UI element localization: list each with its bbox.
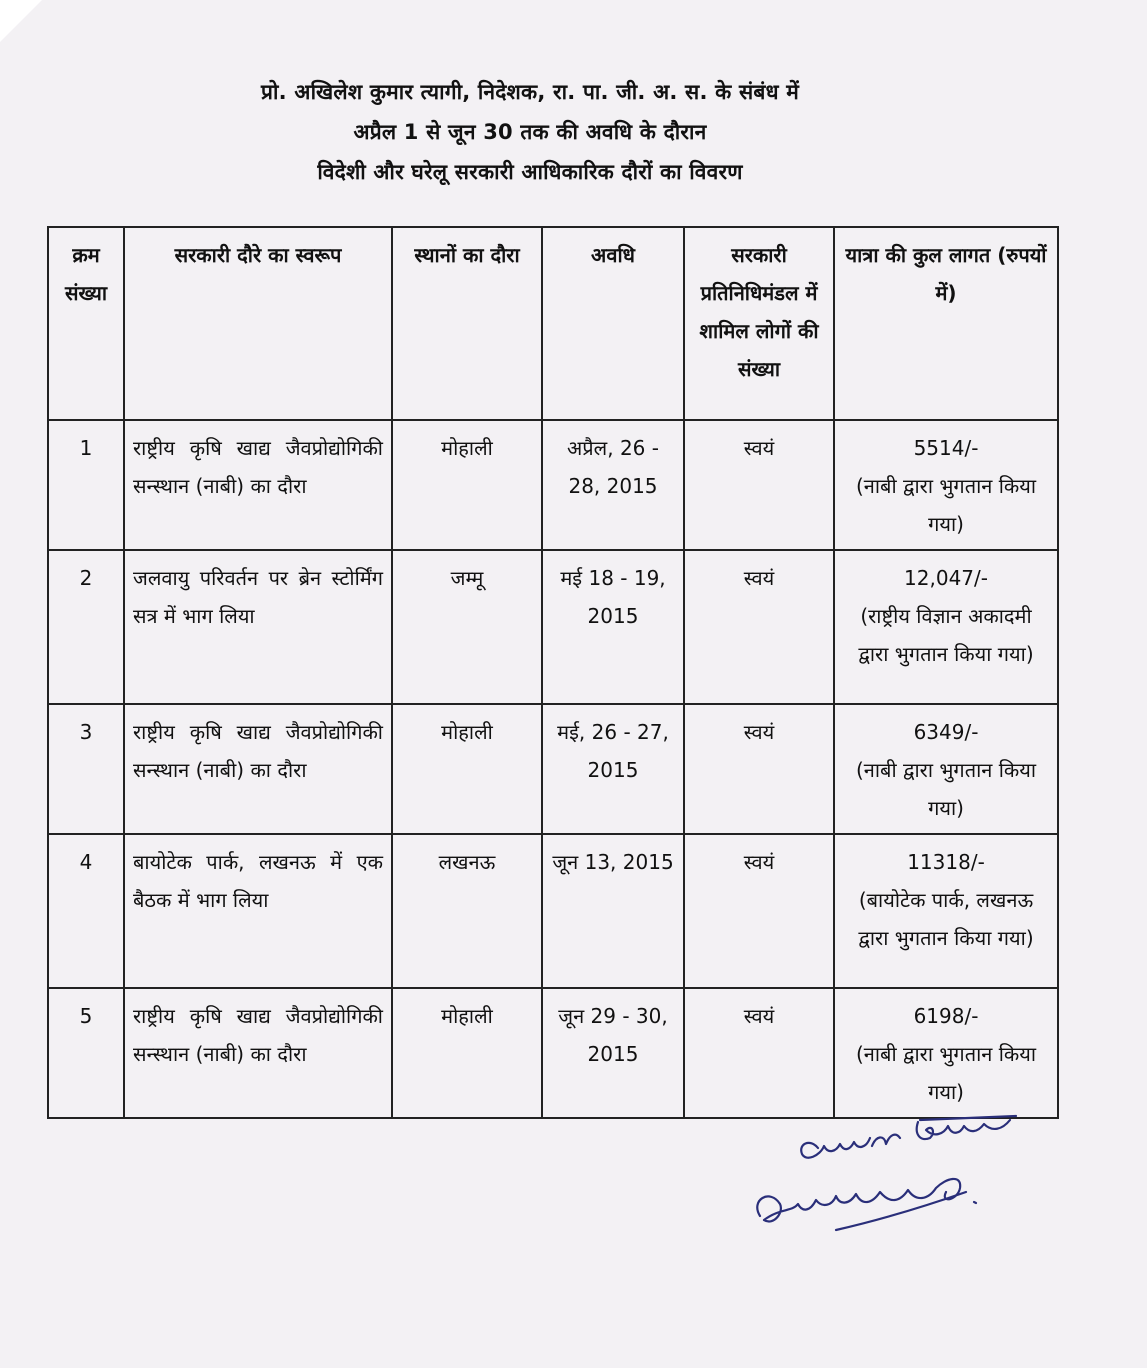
- header-period: अवधि: [542, 227, 684, 420]
- header-nature: सरकारी दौरे का स्वरूप: [124, 227, 392, 420]
- cell-nature: राष्ट्रीय कृषि खाद्य जैवप्रोद्योगिकी सन्स्थान (नाबी) का दौरा: [124, 704, 392, 834]
- title-line-3: विदेशी और घरेलू सरकारी आधिकारिक दौरों का विवरण: [317, 160, 743, 184]
- cost-amount: 6198/-: [913, 1004, 979, 1028]
- cell-period: अप्रैल, 26 - 28, 2015: [542, 420, 684, 550]
- table-header-row: [48, 227, 1058, 420]
- cost-note: (नाबी द्वारा भुगतान किया गया): [855, 758, 1037, 820]
- cell-place: लखनऊ: [392, 834, 542, 988]
- cell-delegation: स्वयं: [684, 550, 834, 704]
- cell-cost: [834, 704, 1058, 834]
- cell-period: मई, 26 - 27, 2015: [542, 704, 684, 834]
- cell-serial: 2: [48, 550, 124, 704]
- cost-note: (नाबी द्वारा भुगतान किया गया): [855, 474, 1037, 536]
- cost-note: (बायोटेक पार्क, लखनऊ द्वारा भुगतान किया गया): [858, 888, 1034, 950]
- header-delegation: सरकारी प्रतिनिधिमंडल में शामिल लोगों की संख्या: [684, 227, 834, 420]
- cost-amount: 12,047/-: [904, 566, 988, 590]
- cell-serial: 4: [48, 834, 124, 988]
- cost-amount: 5514/-: [913, 436, 979, 460]
- header-cost: यात्रा की कुल लागत (रुपयों में): [834, 227, 1058, 420]
- table-row: [48, 988, 1058, 1118]
- title-line-1: प्रो. अखिलेश कुमार त्यागी, निदेशक, रा. पा. जी. अ. स. के संबंध में: [261, 80, 799, 104]
- cell-cost: [834, 988, 1058, 1118]
- cell-serial: 5: [48, 988, 124, 1118]
- cell-delegation: स्वयं: [684, 704, 834, 834]
- cell-place: मोहाली: [392, 704, 542, 834]
- table-row: [48, 704, 1058, 834]
- cost-note: (राष्ट्रीय विज्ञान अकादमी द्वारा भुगतान किया गया): [858, 604, 1034, 666]
- signature-drawing: [740, 1108, 1040, 1258]
- cost-amount: 6349/-: [913, 720, 979, 744]
- cell-place: मोहाली: [392, 988, 542, 1118]
- cell-period: मई 18 - 19, 2015: [542, 550, 684, 704]
- cell-place: मोहाली: [392, 420, 542, 550]
- cell-serial: 1: [48, 420, 124, 550]
- header-places: स्थानों का दौरा: [392, 227, 542, 420]
- cell-delegation: स्वयं: [684, 988, 834, 1118]
- cell-serial: 3: [48, 704, 124, 834]
- cell-nature: बायोटेक पार्क, लखनऊ में एक बैठक में भाग लिया: [124, 834, 392, 988]
- document-title: [0, 72, 1060, 192]
- title-line-2: अप्रैल 1 से जून 30 तक की अवधि के दौरान: [353, 120, 707, 144]
- cost-note: (नाबी द्वारा भुगतान किया गया): [855, 1042, 1037, 1104]
- cell-place: जम्मू: [392, 550, 542, 704]
- cell-period: जून 29 - 30, 2015: [542, 988, 684, 1118]
- cell-period: जून 13, 2015: [542, 834, 684, 988]
- cell-delegation: स्वयं: [684, 420, 834, 550]
- handwritten-signature-icon: [740, 1108, 1040, 1258]
- cost-amount: 11318/-: [907, 850, 985, 874]
- table-row: [48, 420, 1058, 550]
- folded-page-corner: [0, 0, 42, 42]
- cell-delegation: स्वयं: [684, 834, 834, 988]
- cell-nature: राष्ट्रीय कृषि खाद्य जैवप्रोद्योगिकी सन्स्थान (नाबी) का दौरा: [124, 988, 392, 1118]
- cell-cost: [834, 834, 1058, 988]
- table-row: [48, 834, 1058, 988]
- header-serial: क्रम संख्या: [48, 227, 124, 420]
- cell-cost: [834, 420, 1058, 550]
- cell-nature: जलवायु परिवर्तन पर ब्रेन स्टोर्मिंग सत्र में भाग लिया: [124, 550, 392, 704]
- official-visits-table: [47, 226, 1059, 1119]
- cell-nature: राष्ट्रीय कृषि खाद्य जैवप्रोद्योगिकी सन्स्थान (नाबी) का दौरा: [124, 420, 392, 550]
- table-row: [48, 550, 1058, 704]
- cell-cost: [834, 550, 1058, 704]
